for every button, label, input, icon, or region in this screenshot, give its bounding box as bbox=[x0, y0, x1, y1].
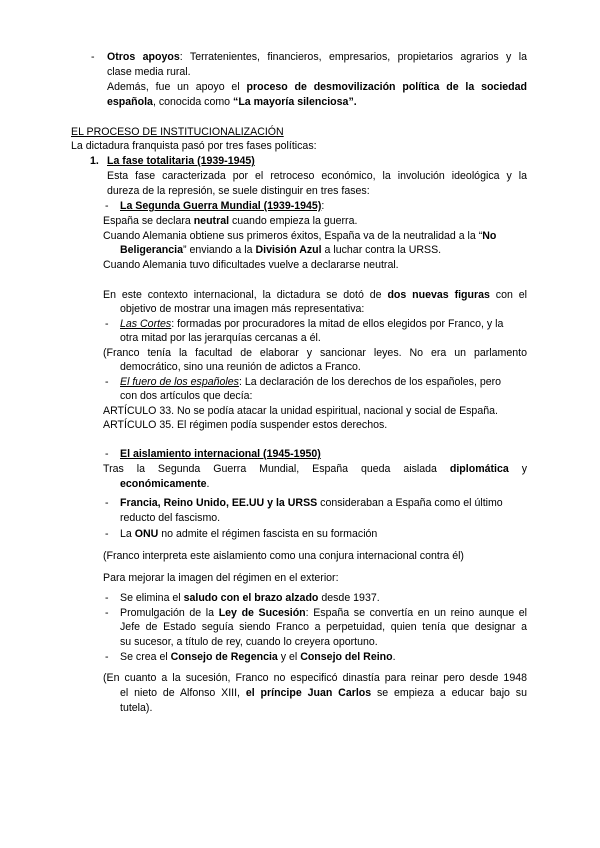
contexto-line-1: En este contexto internacional, la dictadura se dotó de dos nuevas figuras con el bbox=[103, 289, 527, 301]
bullet-dash: - bbox=[105, 448, 109, 460]
cortes-line-2: otra mitad por las jerarquías cercanas a él. bbox=[120, 332, 321, 344]
ademas-line-2: española, conocida como “La mayoría silenciosa”. bbox=[107, 96, 357, 108]
subsection-title: La Segunda Guerra Mundial (1939-1945): bbox=[120, 200, 325, 212]
otros-apoyos-line-1: Otros apoyos: Terratenientes, financieros, empresarios, propietarios agrarios y la bbox=[107, 51, 527, 63]
ley-line-1: Promulgación de la Ley de Sucesión: España se convertía en un reino aunque el bbox=[120, 607, 528, 619]
phase-number: 1. bbox=[90, 155, 99, 167]
ley-line-3: su sucesor, a título de rey, cuando lo creyera oportuno. bbox=[120, 636, 378, 648]
onu-line: La ONU no admite el régimen fascista en su formación bbox=[120, 528, 378, 540]
sucesion-line-1: (En cuanto a la sucesión, Franco no especificó dinastía para reinar pero desde 1948 bbox=[103, 672, 527, 684]
bullet-dash: - bbox=[105, 528, 109, 540]
sucesion-line-2: el nieto de Alfonso XIII, el príncipe Juan Carlos se empieza a educar bajo su bbox=[120, 687, 527, 699]
tras-line-1: Tras la Segunda Guerra Mundial, España queda aislada diplomática y bbox=[103, 463, 527, 475]
franco-facultad-line-2: democrático, sino una reunión de adictos a Franco. bbox=[120, 361, 361, 373]
subsection-title: El aislamiento internacional (1945-1950) bbox=[120, 448, 321, 460]
fuero-line-1: El fuero de los españoles: La declaración de los derechos de los españoles, pero bbox=[120, 376, 502, 388]
section-heading: EL PROCESO DE INSTITUCIONALIZACIÓN bbox=[71, 126, 284, 138]
articulo-33: ARTÍCULO 33. No se podía atacar la unidad espiritual, nacional y social de España. bbox=[103, 405, 498, 417]
bullet-dash: - bbox=[105, 651, 109, 663]
bullet-dash: - bbox=[105, 592, 109, 604]
articulo-35: ARTÍCULO 35. El régimen podía suspender estos derechos. bbox=[103, 419, 388, 431]
bullet-dash: - bbox=[105, 318, 109, 330]
francia-line-1: Francia, Reino Unido, EE.UU y la URSS consideraban a España como el último bbox=[120, 497, 503, 509]
tras-line-2: económicamente. bbox=[120, 478, 210, 490]
intro-text: La dictadura franquista pasó por tres fases políticas: bbox=[71, 140, 317, 152]
alemania-line-1: Cuando Alemania obtiene sus primeros éxitos, España va de la neutralidad a la “No bbox=[103, 230, 497, 242]
conjura-line: (Franco interpreta este aislamiento como una conjura internacional contra él) bbox=[103, 550, 464, 562]
alemania-line-3: Cuando Alemania tuvo dificultades vuelve a declararse neutral. bbox=[103, 259, 399, 271]
bullet-dash: - bbox=[91, 51, 95, 63]
saludo-line: Se elimina el saludo con el brazo alzado desde 1937. bbox=[120, 592, 380, 604]
ley-line-2: Jefe de Estado seguía siendo Franco a perpetuidad, quien tenía que designar a bbox=[120, 621, 527, 633]
sucesion-line-3: tutela). bbox=[120, 702, 153, 714]
contexto-line-2: objetivo de mostrar una imagen más representativa: bbox=[120, 303, 365, 315]
bullet-dash: - bbox=[105, 376, 109, 388]
franco-facultad-line-1: (Franco tenía la facultad de elaborar y sancionar leyes. No era un parlamento bbox=[103, 347, 527, 359]
ademas-line-1: Además, fue un apoyo el proceso de desmovilización política de la sociedad bbox=[107, 81, 527, 93]
cortes-line-1: Las Cortes: formadas por procuradores la mitad de ellos elegidos por Franco, y la bbox=[120, 318, 504, 330]
consejo-line: Se crea el Consejo de Regencia y el Consejo del Reino. bbox=[120, 651, 396, 663]
alemania-line-2: Beligerancia” enviando a la División Azul a luchar contra la URSS. bbox=[120, 244, 442, 256]
bullet-dash: - bbox=[105, 497, 109, 509]
otros-apoyos-line-2: clase media rural. bbox=[107, 66, 191, 78]
francia-line-2: reducto del fascismo. bbox=[120, 512, 221, 524]
neutral-line: España se declara neutral cuando empieza la guerra. bbox=[103, 215, 358, 227]
bullet-dash: - bbox=[105, 607, 109, 619]
phase-desc-line-2: dureza de la represión, se suele distinguir en tres fases: bbox=[107, 185, 370, 197]
mejorar-line: Para mejorar la imagen del régimen en el exterior: bbox=[103, 572, 339, 584]
phase-title: La fase totalitaria (1939-1945) bbox=[107, 155, 255, 167]
phase-desc-line-1: Esta fase caracterizada por el retroceso económico, la involución ideológica y la bbox=[107, 170, 527, 182]
fuero-line-2: con dos artículos que decía: bbox=[120, 390, 253, 402]
bullet-dash: - bbox=[105, 200, 109, 212]
otros-apoyos-label: Otros apoyos bbox=[107, 51, 180, 63]
